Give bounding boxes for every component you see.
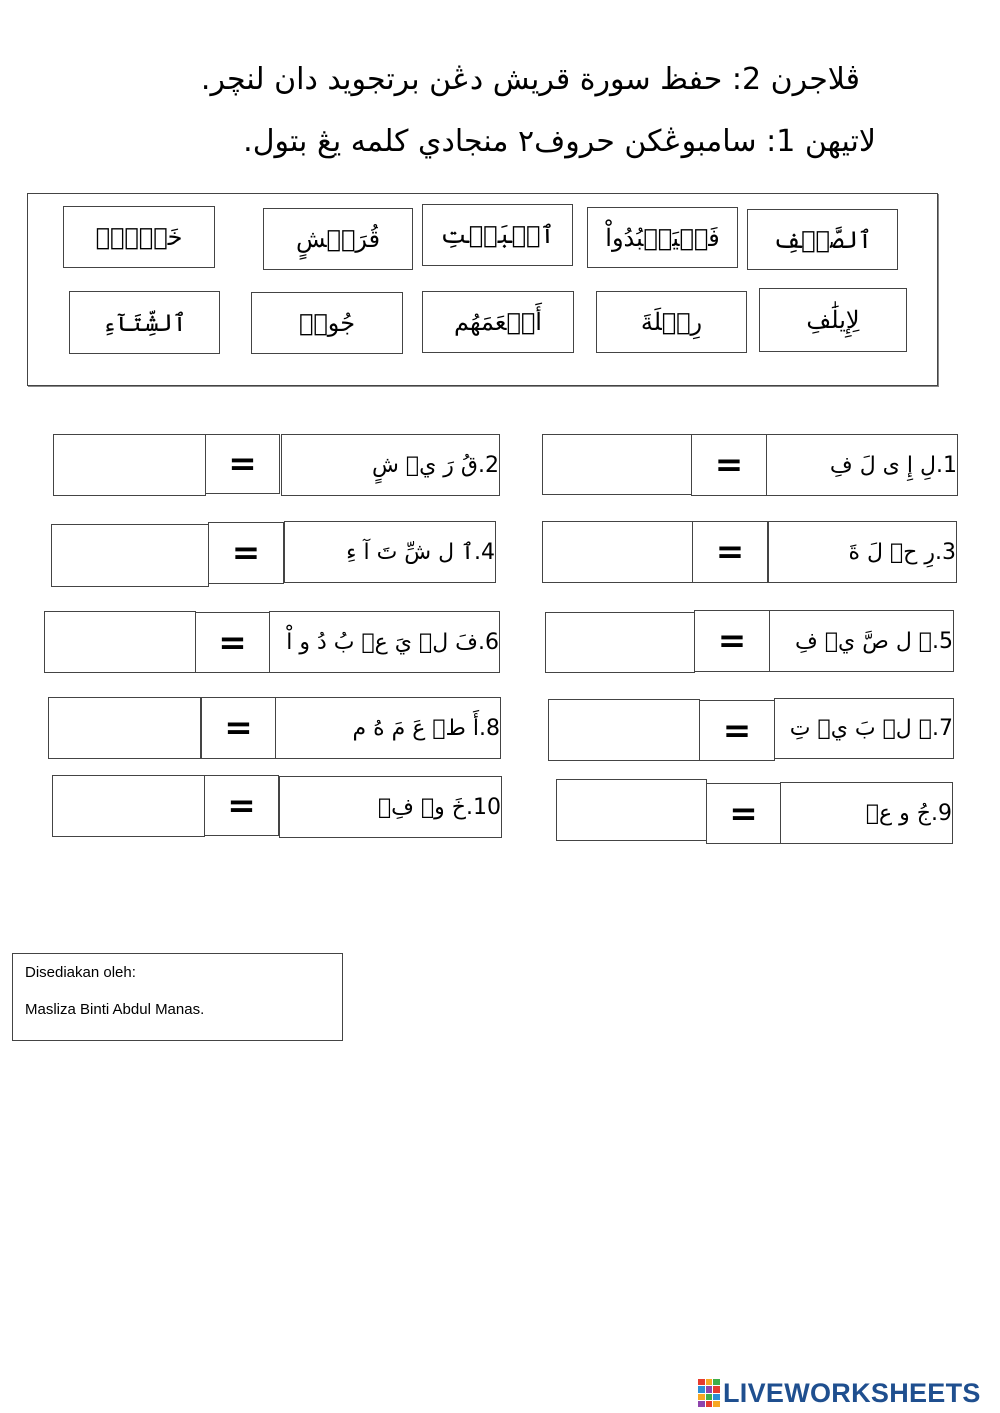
question-letters: [279, 776, 502, 838]
question-number: 9.: [931, 800, 952, 826]
logo-grid-cell: [713, 1394, 720, 1400]
question-letters: [269, 611, 500, 673]
question-number: 3.: [935, 539, 956, 565]
equals-sign: =: [208, 522, 284, 584]
question-number: 10.: [466, 794, 501, 820]
logo-grid-cell: [706, 1394, 713, 1400]
question-letters-text: ٱ ل صَّ يۡ فِ: [795, 628, 932, 654]
question-letters-text: قُ رَ يۡ شٍ: [372, 452, 478, 478]
question-letters: [769, 610, 954, 672]
word-chip[interactable]: ٱلشِّتَآءِ: [69, 291, 220, 354]
answer-box[interactable]: [51, 524, 209, 587]
answer-box[interactable]: [542, 521, 693, 583]
equals-sign: =: [706, 783, 781, 844]
exercise-title: لاتيهن 1: سامبوڠكن حروف٢ منجادي كلمه يڠ بتول.: [243, 124, 876, 159]
answer-box[interactable]: [545, 612, 695, 673]
question-letters: [284, 521, 496, 583]
word-chip[interactable]: ٱلصَّيۡفِ: [747, 209, 898, 270]
credit-label: Disediakan oleh:: [25, 964, 136, 981]
logo-grid-cell: [698, 1401, 705, 1407]
answer-box[interactable]: [542, 434, 692, 495]
logo-grid-cell: [706, 1401, 713, 1407]
brand-name: LIVEWORKSHEETS: [723, 1377, 981, 1408]
equals-sign: =: [691, 434, 767, 496]
equals-sign: =: [195, 612, 270, 673]
answer-box[interactable]: [556, 779, 707, 841]
answer-box[interactable]: [48, 697, 201, 759]
answer-box[interactable]: [53, 434, 206, 496]
equals-sign: =: [694, 610, 770, 672]
equals-sign: =: [699, 700, 775, 761]
question-letters-text: ٱ ل شِّ تَ آ ءِ: [346, 539, 474, 565]
word-chip[interactable]: أَطۡعَمَهُم: [422, 291, 574, 353]
word-chip[interactable]: قُرَيۡشٍ: [263, 208, 413, 270]
question-number: 2.: [478, 452, 499, 478]
equals-sign: =: [692, 521, 768, 583]
question-letters-text: لِ إِ ى لَ فِ: [829, 452, 936, 478]
question-letters-text: جُ و عٖ: [865, 800, 931, 826]
question-letters: [768, 521, 957, 583]
question-number: 5.: [932, 628, 953, 654]
credit-author: Masliza Binti Abdul Manas.: [25, 1001, 205, 1018]
question-number: 6.: [478, 629, 499, 655]
equals-sign: =: [204, 775, 279, 836]
answer-box[interactable]: [52, 775, 205, 837]
logo-grid-cell: [698, 1394, 705, 1400]
logo-grid-cell: [698, 1386, 705, 1392]
equals-sign: =: [201, 697, 276, 759]
question-letters-text: أَ طۡ عَ مَ هُ م: [352, 715, 479, 741]
question-letters: [780, 782, 953, 844]
word-chip[interactable]: خَوۡفِۭ: [63, 206, 215, 268]
liveworksheets-logo[interactable]: [698, 1376, 981, 1410]
question-letters: [275, 697, 501, 759]
logo-grid-cell: [713, 1386, 720, 1392]
question-letters-text: فَ لۡ يَ عۡ بُ دُ و اْ: [286, 629, 478, 655]
word-chip[interactable]: رِحۡلَةَ: [596, 291, 747, 353]
logo-grid-cell: [706, 1379, 713, 1385]
question-number: 1.: [936, 452, 957, 478]
logo-grid-icon: [698, 1379, 720, 1407]
answer-box[interactable]: [548, 699, 700, 761]
logo-grid-cell: [698, 1379, 705, 1385]
equals-sign: =: [205, 434, 280, 494]
word-chip[interactable]: فَلۡيَعۡبُدُواْ: [587, 207, 738, 268]
question-letters-text: خَ وۡ فِۭ: [377, 794, 466, 820]
word-chip[interactable]: ٱلۡبَيۡتِ: [422, 204, 573, 266]
answer-box[interactable]: [44, 611, 196, 673]
logo-grid-cell: [713, 1401, 720, 1407]
question-letters: [766, 434, 958, 496]
question-number: 4.: [474, 539, 495, 565]
logo-grid-cell: [713, 1379, 720, 1385]
question-letters-text: ٱ لۡ بَ يۡ تِ: [789, 716, 932, 741]
lesson-title: ڤلاجرن 2: حفظ سورة قريش دڠن برتجويد دان لنچر.: [200, 62, 860, 97]
word-chip[interactable]: جُوعٖ: [251, 292, 403, 354]
question-number: 7.: [932, 716, 953, 741]
question-letters: [774, 698, 954, 759]
credit-box: [12, 953, 343, 1041]
logo-grid-cell: [706, 1386, 713, 1392]
question-number: 8.: [479, 715, 500, 741]
word-chip[interactable]: لِإِيلَٰفِ: [759, 288, 907, 352]
question-letters: [281, 434, 500, 496]
question-letters-text: رِ حۡ لَ ةَ: [848, 539, 935, 565]
